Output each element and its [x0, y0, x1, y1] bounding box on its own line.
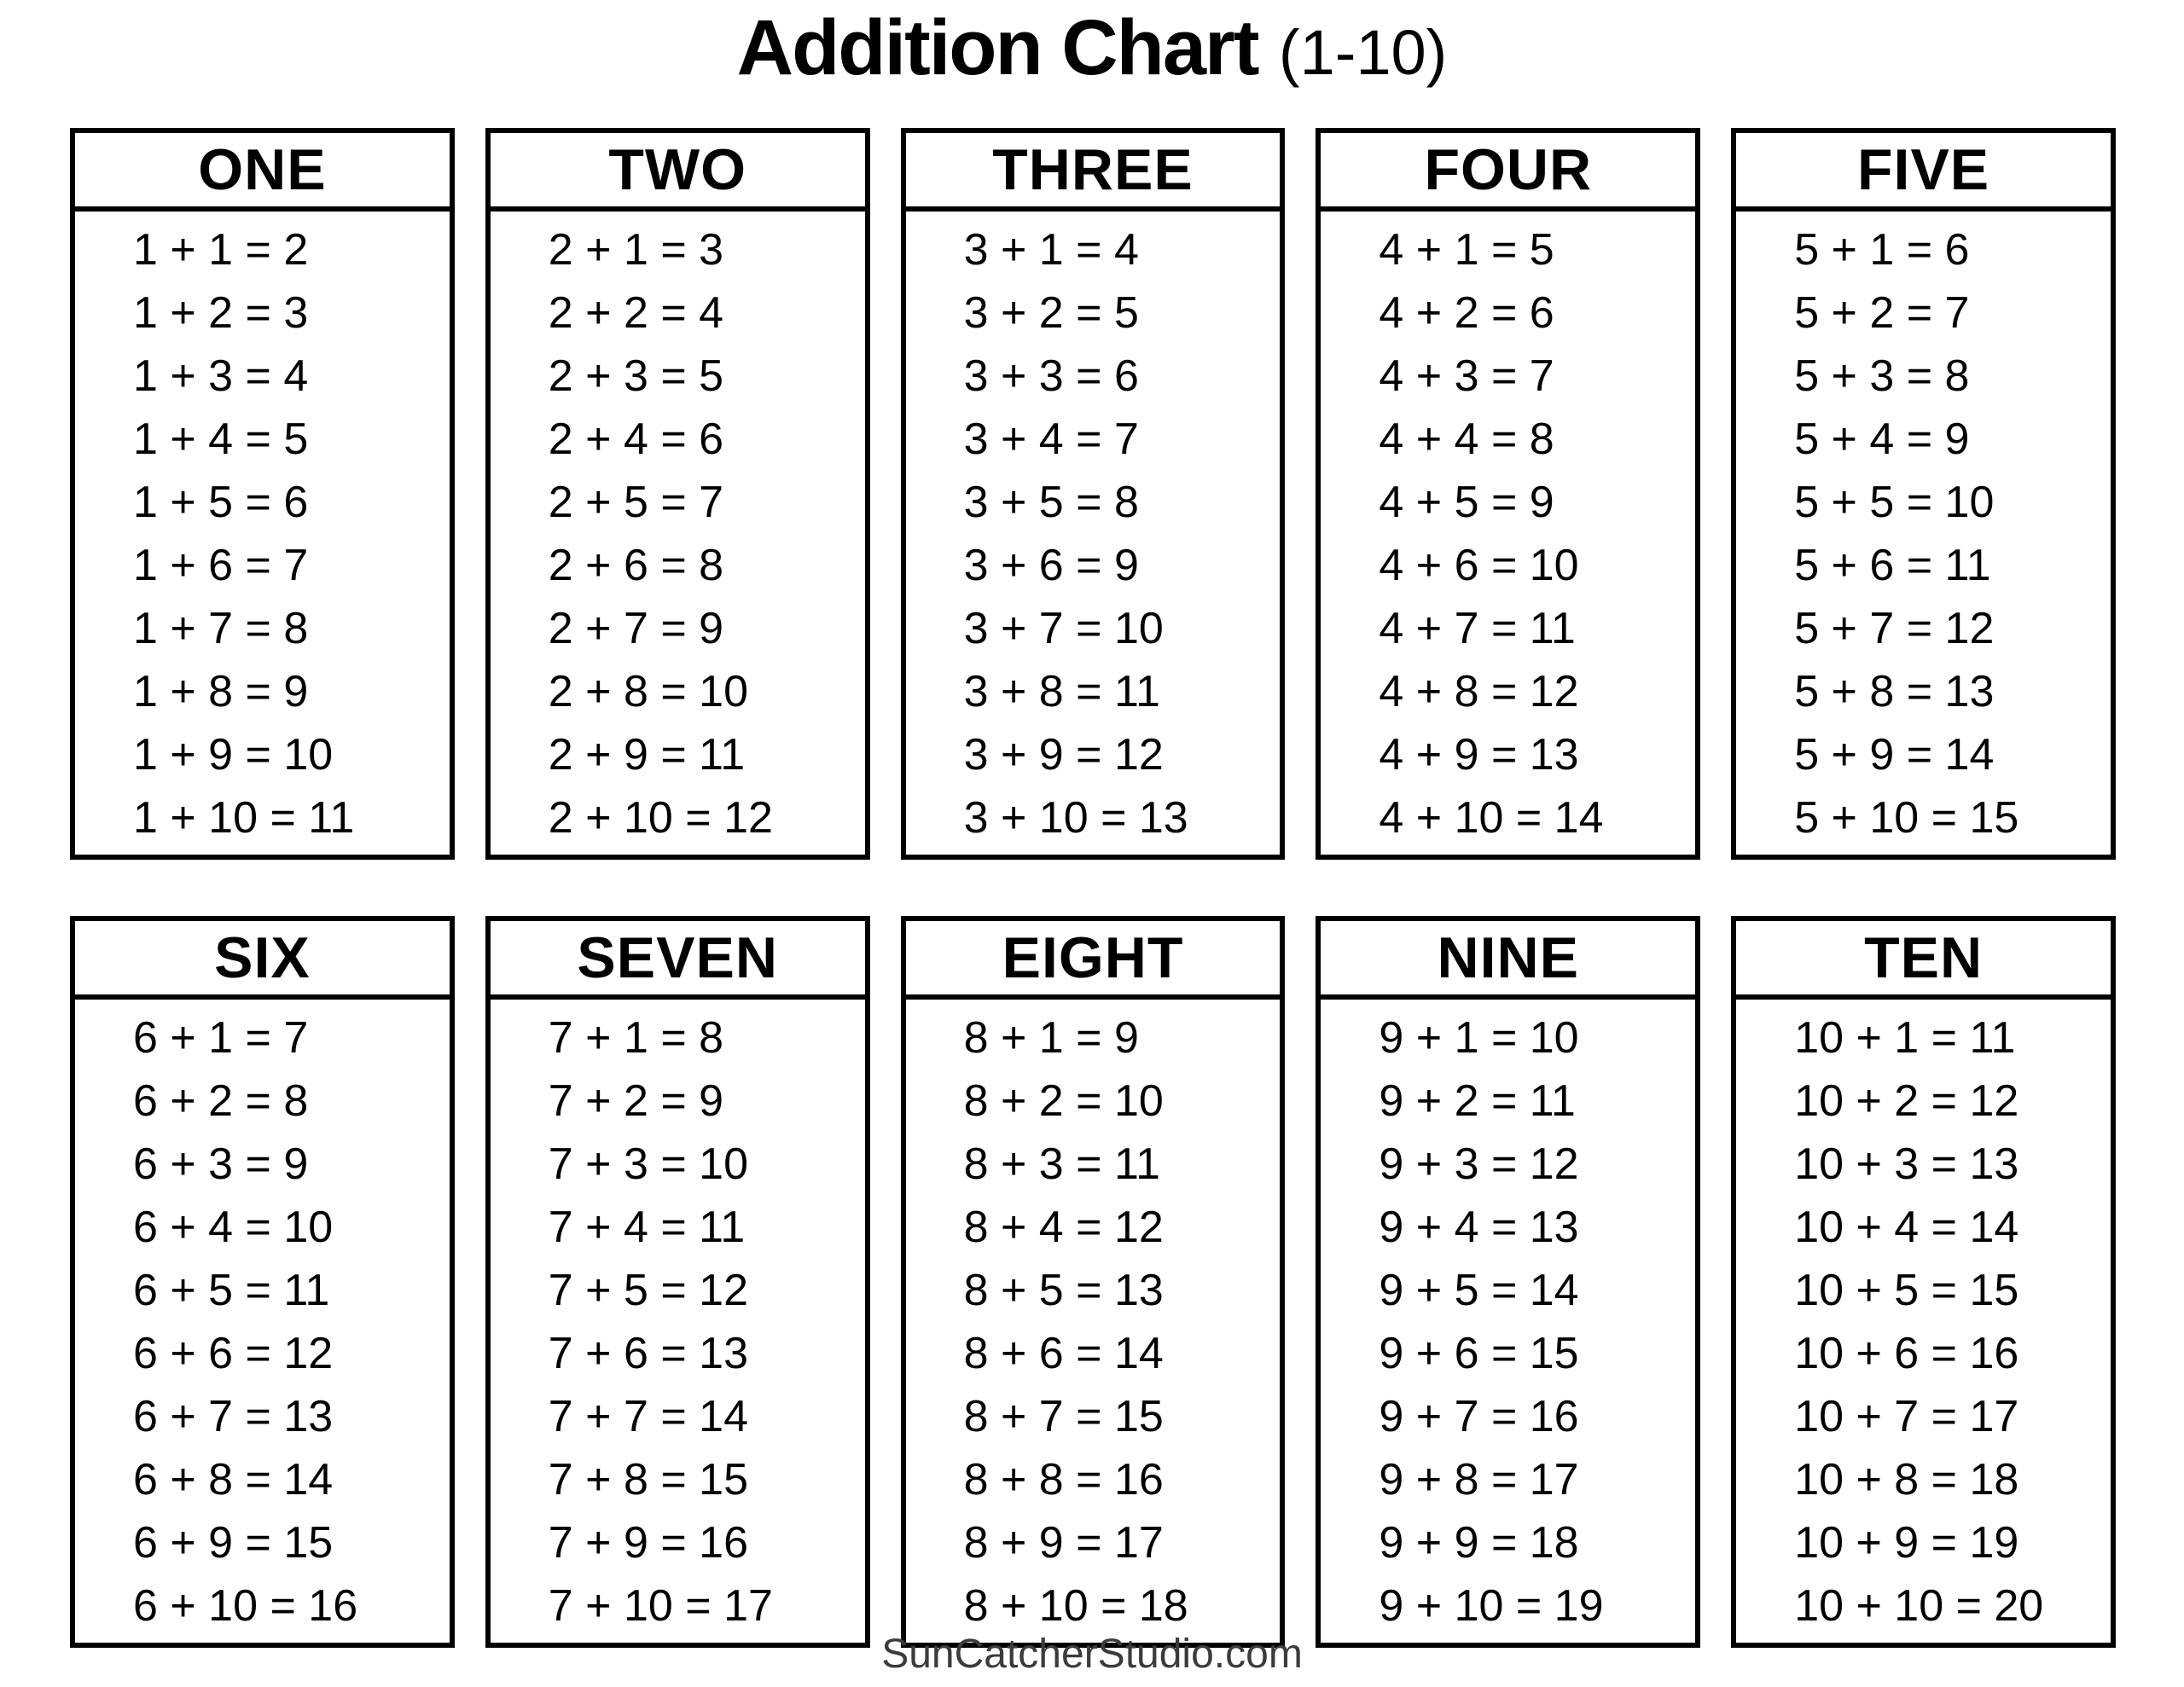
card-five-header: FIVE	[1736, 133, 2111, 212]
equation-row: 9 + 10 = 19	[1379, 1581, 1604, 1631]
equation-row: 9 + 3 = 12	[1379, 1139, 1579, 1189]
equation-row: 6 + 2 = 8	[133, 1076, 309, 1126]
equation-row: 1 + 6 = 7	[133, 541, 309, 590]
equation-row: 9 + 4 = 13	[1379, 1203, 1579, 1252]
equation-row: 6 + 7 = 13	[133, 1392, 334, 1441]
equation-row: 6 + 1 = 7	[133, 1013, 309, 1063]
equation-row: 1 + 3 = 4	[133, 351, 309, 401]
equation-row: 2 + 9 = 11	[548, 730, 746, 780]
equation-row: 10 + 2 = 12	[1794, 1076, 2019, 1126]
equation-row: 6 + 6 = 12	[133, 1329, 334, 1378]
card-one-header: ONE	[75, 133, 450, 212]
equation-row: 1 + 5 = 6	[133, 478, 309, 527]
equation-row: 10 + 7 = 17	[1794, 1392, 2019, 1441]
equation-row: 2 + 4 = 6	[548, 415, 724, 464]
card-seven	[485, 916, 870, 1648]
card-four	[1316, 128, 1700, 860]
card-one	[70, 128, 455, 860]
equation-row: 2 + 2 = 4	[548, 288, 724, 338]
equation-row: 5 + 5 = 10	[1794, 478, 1995, 527]
footer-credit: SunCatcherStudio.com	[881, 1632, 1303, 1677]
equation-row: 4 + 4 = 8	[1379, 415, 1554, 464]
equation-row: 2 + 10 = 12	[548, 793, 773, 843]
equation-row: 7 + 9 = 16	[548, 1518, 748, 1568]
equation-row: 4 + 8 = 12	[1379, 667, 1579, 716]
card-eight-header: EIGHT	[906, 921, 1281, 1000]
equation-row: 3 + 5 = 8	[963, 478, 1139, 527]
equation-row: 7 + 4 = 11	[548, 1203, 746, 1252]
equation-row: 5 + 10 = 15	[1794, 793, 2019, 843]
equation-row: 6 + 8 = 14	[133, 1455, 334, 1504]
equation-row: 2 + 6 = 8	[548, 541, 724, 590]
equation-row: 5 + 6 = 11	[1794, 541, 1991, 590]
card-ten-header: TEN	[1736, 921, 2111, 1000]
equation-row: 7 + 8 = 15	[548, 1455, 748, 1504]
equation-row: 7 + 1 = 8	[548, 1013, 724, 1063]
equation-row: 7 + 7 = 14	[548, 1392, 748, 1441]
page-title	[0, 3, 2184, 93]
equation-row: 3 + 8 = 11	[963, 667, 1160, 716]
equation-row: 6 + 9 = 15	[133, 1518, 334, 1568]
equation-row: 4 + 10 = 14	[1379, 793, 1604, 843]
card-nine-equation-list	[1321, 1000, 1695, 1638]
equation-row: 9 + 1 = 10	[1379, 1013, 1579, 1063]
equation-row: 10 + 9 = 19	[1794, 1518, 2019, 1568]
equation-row: 9 + 2 = 11	[1379, 1076, 1576, 1126]
equation-row: 8 + 6 = 14	[963, 1329, 1164, 1378]
card-ten	[1731, 916, 2116, 1648]
equation-row: 7 + 10 = 17	[548, 1581, 773, 1631]
equation-row: 7 + 2 = 9	[548, 1076, 724, 1126]
equation-row: 9 + 5 = 14	[1379, 1266, 1579, 1315]
equation-row: 9 + 8 = 17	[1379, 1455, 1579, 1504]
equation-row: 7 + 5 = 12	[548, 1266, 748, 1315]
card-three-equation-list	[906, 212, 1281, 849]
card-four-header: FOUR	[1321, 133, 1695, 212]
card-eight	[901, 916, 1286, 1648]
equation-row: 5 + 3 = 8	[1794, 351, 1970, 401]
equation-row: 9 + 9 = 18	[1379, 1518, 1579, 1568]
equation-row: 8 + 9 = 17	[963, 1518, 1164, 1568]
equation-row: 10 + 6 = 16	[1794, 1329, 2019, 1378]
card-eight-equation-list	[906, 1000, 1281, 1638]
equation-row: 3 + 2 = 5	[963, 288, 1139, 338]
card-five-equation-list	[1736, 212, 2111, 849]
card-six-header: SIX	[75, 921, 450, 1000]
equation-row: 1 + 4 = 5	[133, 415, 309, 464]
page-title-main: Addition Chart	[736, 4, 1258, 91]
equation-row: 5 + 8 = 13	[1794, 667, 1995, 716]
equation-row: 9 + 7 = 16	[1379, 1392, 1579, 1441]
card-five	[1731, 128, 2116, 860]
card-two	[485, 128, 870, 860]
equation-row: 4 + 9 = 13	[1379, 730, 1579, 780]
equation-row: 8 + 5 = 13	[963, 1266, 1164, 1315]
equation-row: 3 + 4 = 7	[963, 415, 1139, 464]
equation-row: 10 + 4 = 14	[1794, 1203, 2019, 1252]
equation-row: 6 + 10 = 16	[133, 1581, 358, 1631]
equation-row: 4 + 5 = 9	[1379, 478, 1554, 527]
equation-row: 8 + 1 = 9	[963, 1013, 1139, 1063]
equation-row: 3 + 1 = 4	[963, 225, 1139, 275]
card-seven-equation-list	[491, 1000, 865, 1638]
equation-row: 7 + 6 = 13	[548, 1329, 748, 1378]
card-two-equation-list	[491, 212, 865, 849]
equation-row: 4 + 6 = 10	[1379, 541, 1579, 590]
equation-row: 10 + 3 = 13	[1794, 1139, 2019, 1189]
equation-row: 10 + 10 = 20	[1794, 1581, 2044, 1631]
equation-row: 4 + 1 = 5	[1379, 225, 1554, 275]
card-nine-header: NINE	[1321, 921, 1695, 1000]
equation-row: 4 + 3 = 7	[1379, 351, 1554, 401]
equation-row: 1 + 1 = 2	[133, 225, 309, 275]
equation-row: 8 + 3 = 11	[963, 1139, 1160, 1189]
card-three-header: THREE	[906, 133, 1281, 212]
equation-row: 10 + 5 = 15	[1794, 1266, 2019, 1315]
equation-row: 2 + 7 = 9	[548, 604, 724, 653]
addition-card-grid	[70, 128, 2116, 1648]
equation-row: 2 + 3 = 5	[548, 351, 724, 401]
equation-row: 3 + 3 = 6	[963, 351, 1139, 401]
card-six-equation-list	[75, 1000, 450, 1638]
card-four-equation-list	[1321, 212, 1695, 849]
equation-row: 1 + 2 = 3	[133, 288, 309, 338]
equation-row: 3 + 9 = 12	[963, 730, 1164, 780]
equation-row: 3 + 6 = 9	[963, 541, 1139, 590]
equation-row: 7 + 3 = 10	[548, 1139, 748, 1189]
card-six	[70, 916, 455, 1648]
equation-row: 3 + 10 = 13	[963, 793, 1188, 843]
equation-row: 8 + 8 = 16	[963, 1455, 1164, 1504]
card-nine	[1316, 916, 1700, 1648]
card-three	[901, 128, 1286, 860]
card-seven-header: SEVEN	[491, 921, 865, 1000]
equation-row: 5 + 9 = 14	[1794, 730, 1995, 780]
equation-row: 5 + 4 = 9	[1794, 415, 1970, 464]
equation-row: 4 + 2 = 6	[1379, 288, 1554, 338]
equation-row: 5 + 1 = 6	[1794, 225, 1970, 275]
equation-row: 1 + 7 = 8	[133, 604, 309, 653]
equation-row: 2 + 1 = 3	[548, 225, 724, 275]
equation-row: 1 + 8 = 9	[133, 667, 309, 716]
equation-row: 1 + 9 = 10	[133, 730, 334, 780]
equation-row: 8 + 7 = 15	[963, 1392, 1164, 1441]
equation-row: 2 + 5 = 7	[548, 478, 724, 527]
equation-row: 6 + 5 = 11	[133, 1266, 330, 1315]
page-title-range: (1-10)	[1278, 17, 1448, 88]
equation-row: 6 + 4 = 10	[133, 1203, 334, 1252]
equation-row: 5 + 7 = 12	[1794, 604, 1995, 653]
equation-row: 9 + 6 = 15	[1379, 1329, 1579, 1378]
card-two-header: TWO	[491, 133, 865, 212]
equation-row: 6 + 3 = 9	[133, 1139, 309, 1189]
equation-row: 8 + 2 = 10	[963, 1076, 1164, 1126]
equation-row: 8 + 4 = 12	[963, 1203, 1164, 1252]
equation-row: 10 + 8 = 18	[1794, 1455, 2019, 1504]
equation-row: 10 + 1 = 11	[1794, 1013, 2016, 1063]
equation-row: 5 + 2 = 7	[1794, 288, 1970, 338]
equation-row: 3 + 7 = 10	[963, 604, 1164, 653]
equation-row: 4 + 7 = 11	[1379, 604, 1576, 653]
card-ten-equation-list	[1736, 1000, 2111, 1638]
equation-row: 2 + 8 = 10	[548, 667, 748, 716]
card-one-equation-list	[75, 212, 450, 849]
equation-row: 1 + 10 = 11	[133, 793, 355, 843]
equation-row: 8 + 10 = 18	[963, 1581, 1188, 1631]
